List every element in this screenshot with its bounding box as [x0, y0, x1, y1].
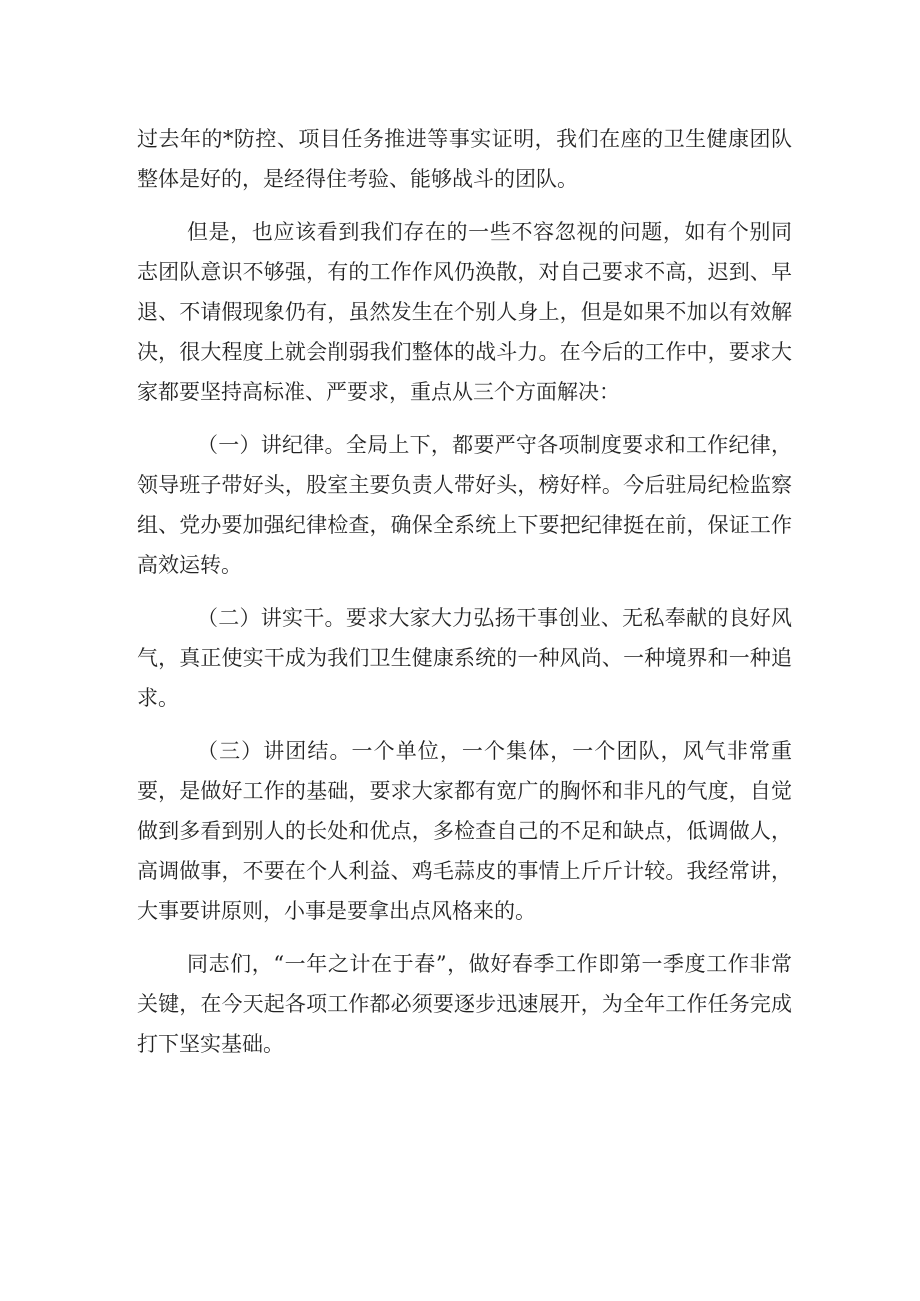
paragraph-6: 同志们，“一年之计在于春”，做好春季工作即第一季度工作非常关键，在今天起各项工作都必须要逐步迅速展开，为全年工作任务完成打下坚实基础。: [137, 952, 792, 1056]
document-body: [137, 119, 792, 1077]
paragraph-4: （二）讲实干。要求大家大力弘扬干事创业、无私奉献的良好风气，真正使实干成为我们卫生健康系统的一种风尚、一种境界和一种追求。: [137, 606, 792, 710]
paragraph-3: （一）讲纪律。全局上下，都要严守各项制度要求和工作纪律，领导班子带好头，股室主要负责人带好头，榜好样。今后驻局纪检监察组、党办要加强纪律检查，确保全系统上下要把纪律挺在前，保证工作高效运转。: [137, 433, 792, 577]
paragraph-1: 过去年的*防控、项目任务推进等事实证明，我们在座的卫生健康团队整体是好的，是经得住考验、能够战斗的团队。: [137, 127, 792, 191]
paragraph-2: 但是，也应该看到我们存在的一些不容忽视的问题，如有个别同志团队意识不够强，有的工作作风仍涣散，对自己要求不高，迟到、早退、不请假现象仍有，虽然发生在个别人身上，但是如果不加以有效解决，很大程度上就会削弱我们整体的战斗力。在今后的工作中，要求大家都要坚持高标准、严要求，重点从三个方面解决：: [137, 220, 792, 404]
paragraph-5: （三）讲团结。一个单位，一个集体，一个团队，风气非常重要，是做好工作的基础，要求大家都有宽广的胸怀和非凡的气度，自觉做到多看到别人的长处和优点，多检查自己的不足和缺点，低调做人，高调做事，不要在个人利益、鸡毛蒜皮的事情上斤斤计较。我经常讲，大事要讲原则，小事是要拿出点风格来的。: [137, 739, 792, 923]
